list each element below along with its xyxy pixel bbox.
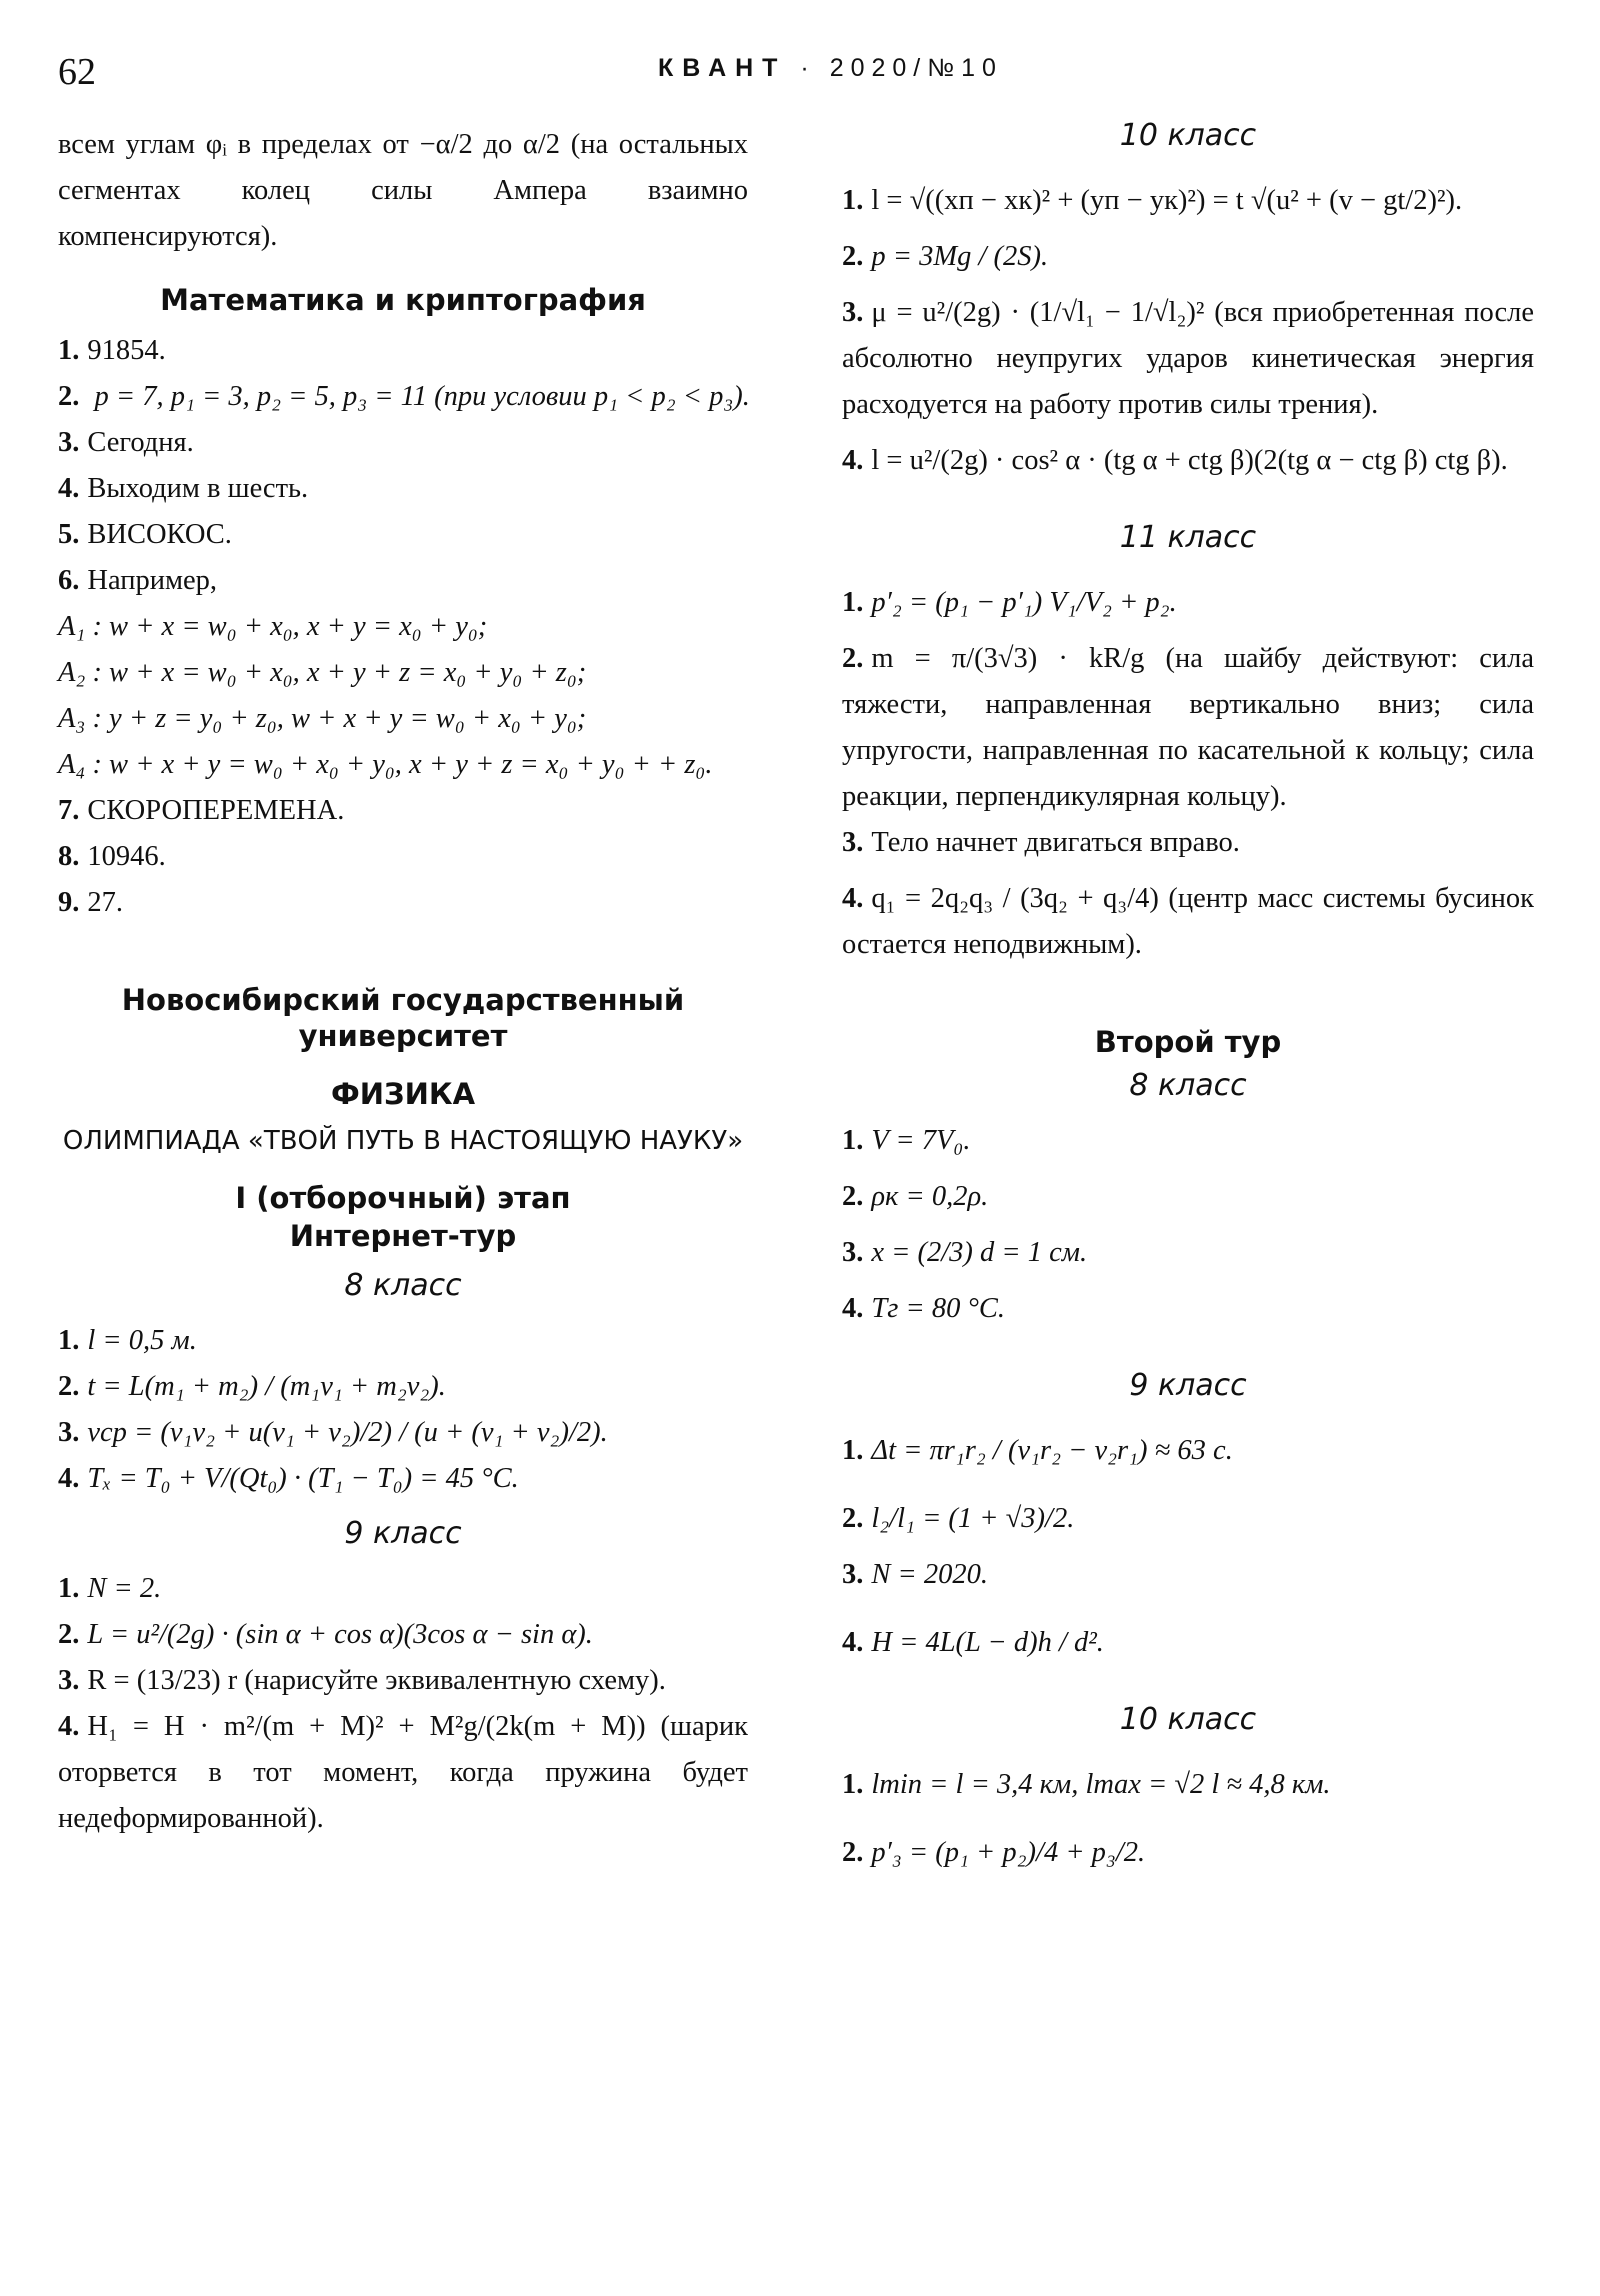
left-column xyxy=(58,122,748,1842)
class-heading: 9 класс xyxy=(344,1516,462,1551)
intro-paragraph: всем углам φᵢ в пределах от −α/2 до α/2 (на остальных сегментах колец силы Ампера взаимно компенсируются). xyxy=(58,129,748,252)
class-heading: 10 класс xyxy=(1119,1702,1257,1737)
page-number: 62 xyxy=(58,51,96,93)
stage-title: I (отборочный) этап xyxy=(235,1181,571,1215)
answer-line: 4. q₁ = 2q₂q₃ / (3q₂ + q₃/4) (центр масс системы бусинок остается неподвижным). xyxy=(842,883,1534,960)
answer-line: 2. p′₃ = (p₁ + p₂)/4 + p₃/2. xyxy=(842,1837,1146,1868)
subject-title: ФИЗИКА xyxy=(330,1077,476,1111)
answer-line: 3. Тело начнет двигаться вправо. xyxy=(842,827,1240,858)
answer-line: 3. μ = u²/(2g) · (1/√l₁ − 1/√l₂)² (вся приобретенная после абсолютно неупругих ударов кинетическая энергия расходуется на работу против силы трения). xyxy=(842,297,1534,420)
answer-line: 1. p′₂ = (p₁ − p′₁) V₁/V₂ + p₂. xyxy=(842,587,1177,618)
answer-line: 4. Выходим в шесть. xyxy=(58,473,309,504)
answer-line: 8. 10946. xyxy=(58,841,166,872)
system-line: A₂ : w + x = w₀ + x₀, x + y + z = x₀ + y₀ + z₀; xyxy=(58,657,587,688)
journal-title xyxy=(658,54,1003,83)
answer-line: 2. l₂/l₁ = (1 + √3)/2. xyxy=(842,1503,1075,1534)
answer-line: 1. l = 0,5 м. xyxy=(58,1325,197,1356)
answer-line: 3. R = (13/23) r (нарисуйте эквивалентную схему). xyxy=(58,1665,666,1696)
answer-line: 5. ВИСОКОС. xyxy=(58,519,232,550)
class-heading: 11 класс xyxy=(1119,520,1257,555)
tour-title: Интернет-тур xyxy=(289,1219,517,1253)
math-section-title: Математика и криптография xyxy=(160,283,646,317)
class-heading: 9 класс xyxy=(1129,1368,1247,1403)
answer-line: 2. p = 3Mg / (2S). xyxy=(842,241,1049,272)
answer-line: 4. l = u²/(2g) · cos² α · (tg α + ctg β)(2(tg α − ctg β) ctg β). xyxy=(842,445,1508,476)
answer-line: 4. Tг = 80 °C. xyxy=(842,1293,1005,1324)
answer-line: 1. V = 7V₀. xyxy=(842,1125,971,1156)
journal-issue: 2020/№10 xyxy=(829,54,1003,82)
answer-line: 7. СКОРОПЕРЕМЕНА. xyxy=(58,795,345,826)
class-heading: 10 класс xyxy=(1119,118,1257,153)
answer-line: 1. l = √((xп − xк)² + (yп − yк)²) = t √(u² + (v − gt/2)²). xyxy=(842,185,1463,216)
answer-line: 2. m = π/(3√3) · kR/g (на шайбу действуют: сила тяжести, направленная вертикально вниз; сила упругости, направленная по касательной к кольцу; сила реакции, перпендикулярная кольцу). xyxy=(842,643,1534,812)
journal-separator: · xyxy=(800,54,816,82)
answer-line: 9. 27. xyxy=(58,887,123,918)
answer-line: 3. x = (2/3) d = 1 см. xyxy=(842,1237,1088,1268)
answer-line: 3. N = 2020. xyxy=(842,1559,988,1590)
answer-line: 2. t = L(m₁ + m₂) / (m₁v₁ + m₂v₂). xyxy=(58,1371,446,1402)
class-heading: 8 класс xyxy=(1129,1068,1247,1103)
system-line: A₁ : w + x = w₀ + x₀, x + y = x₀ + y₀; xyxy=(58,611,488,642)
answer-line: 3. Сегодня. xyxy=(58,427,194,458)
class-heading: 8 класс xyxy=(344,1268,462,1303)
answer-line: 6. Например, xyxy=(58,565,218,596)
journal-name: КВАНТ xyxy=(658,54,787,82)
right-column xyxy=(842,118,1534,1876)
page-header xyxy=(58,50,1542,100)
university-title: Новосибирский государственный университет xyxy=(121,983,685,1053)
tour2-title: Второй тур xyxy=(1094,1025,1282,1059)
answer-line: 4. Tₓ = T₀ + V/(Qt₀) · (T₁ − T₀) = 45 °C. xyxy=(58,1463,519,1494)
answer-line: 3. vср = (v₁v₂ + u(v₁ + v₂)/2) / (u + (v₁ + v₂)/2). xyxy=(58,1417,608,1448)
answer-line: 2. L = u²/(2g) · (sin α + cos α)(3cos α − sin α). xyxy=(58,1619,593,1650)
answer-line: 1. lmin = l = 3,4 км, lmax = √2 l ≈ 4,8 км. xyxy=(842,1769,1331,1800)
answer-line: 1. Δt = πr₁r₂ / (v₁r₂ − v₂r₁) ≈ 63 с. xyxy=(842,1435,1233,1466)
olympiad-title: ОЛИМПИАДА «ТВОЙ ПУТЬ В НАСТОЯЩУЮ НАУКУ» xyxy=(62,1126,744,1156)
answer-line: 2. ρк = 0,2ρ. xyxy=(842,1181,989,1212)
answer-line: 4. H₁ = H · m²/(m + M)² + M²g/(2k(m + M)) (шарик оторвется в тот момент, когда пружина будет недеформированной). xyxy=(58,1711,748,1834)
answer-line: 1. 91854. xyxy=(58,335,166,366)
system-line: A₄ : w + x + y = w₀ + x₀ + y₀, x + y + z = x₀ + y₀ + + z₀. xyxy=(58,749,713,780)
answer-line: 4. H = 4L(L − d)h / d². xyxy=(842,1627,1104,1658)
answer-line: 2. p = 7, p₁ = 3, p₂ = 5, p₃ = 11 (при условии p₁ < p₂ < p₃). xyxy=(58,381,750,412)
answer-line: 1. N = 2. xyxy=(58,1573,162,1604)
system-line: A₃ : y + z = y₀ + z₀, w + x + y = w₀ + x₀ + y₀; xyxy=(58,703,587,734)
